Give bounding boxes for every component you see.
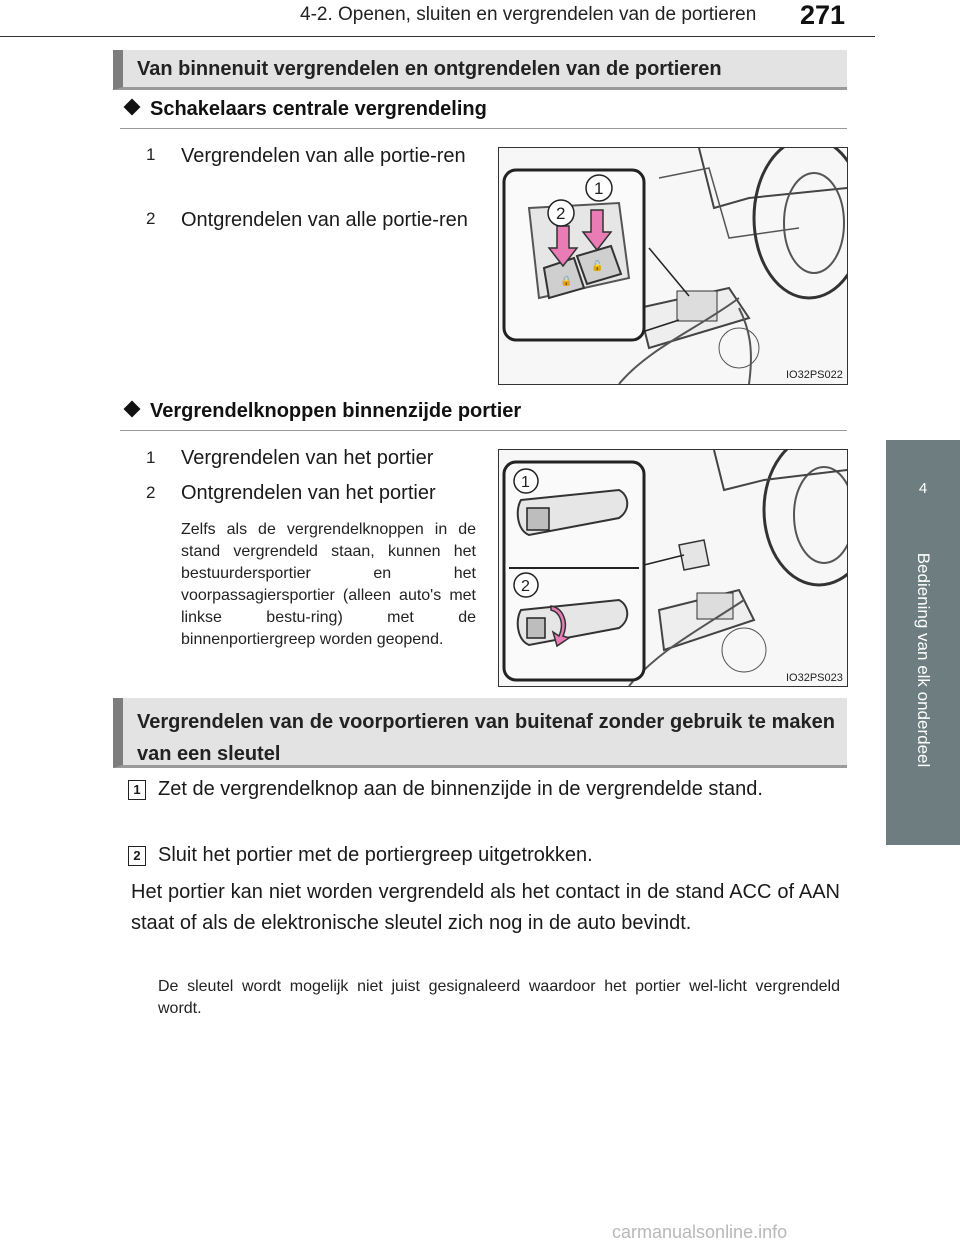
chapter-title: 4-2. Openen, sluiten en vergrendelen van de portieren [300, 4, 757, 25]
section-title-bar [113, 698, 847, 768]
diamond-bullet-icon [124, 99, 141, 116]
subsection-heading [120, 400, 521, 423]
number-2-icon [143, 207, 165, 229]
chapter-side-label: Bediening van elk onderdeel [914, 552, 933, 768]
step-box-2: 2 [128, 846, 146, 866]
note-text: De sleutel wordt mogelijk niet juist gesignaleerd waardoor het portier wel-licht vergrendeld wordt. [158, 978, 840, 1017]
subsection-rule [120, 128, 847, 129]
svg-text:1: 1 [146, 145, 156, 164]
step-number-1 [143, 143, 165, 170]
page-number: 271 [800, 0, 846, 30]
svg-text:2: 2 [146, 483, 156, 502]
dashboard-illustration [499, 148, 847, 384]
subsection-heading-text: Vergrendelknoppen binnenzijde portier [150, 400, 522, 422]
subsection-heading [120, 98, 487, 121]
body-paragraph: Het portier kan niet worden vergrendeld als het contact in de stand ACC of AAN staat of als de elektronische sleutel zich nog in de auto bevindt. [131, 881, 840, 934]
step-number-2 [143, 481, 165, 508]
svg-text:2: 2 [146, 209, 156, 228]
watermark: carmanualsonline.info [612, 1222, 788, 1242]
chapter-number: 4 [918, 480, 928, 497]
figure-code: IO32PS022 [786, 369, 843, 381]
step-number-1 [143, 446, 165, 473]
callout-2: 2 [556, 204, 566, 223]
number-2-icon [143, 481, 165, 503]
step-text: Zet de vergrendelknop aan de binnenzijde in de vergrendelde stand. [158, 778, 763, 800]
number-1-icon [143, 143, 165, 165]
figure-door-lock-knob [498, 449, 848, 687]
callout-1: 1 [521, 474, 530, 491]
header-rule [0, 36, 875, 37]
svg-text:🔒: 🔒 [560, 276, 573, 287]
subsection-heading-text: Schakelaars centrale vergrendeling [150, 98, 487, 120]
figure-code: IO32PS023 [786, 672, 843, 684]
callout-1: 1 [594, 179, 604, 198]
list-item-text: Vergrendelen van alle portie-ren [181, 145, 466, 167]
svg-text:🔓: 🔓 [591, 261, 604, 272]
door-lock-illustration [499, 450, 847, 686]
section-title: Van binnenuit vergrendelen en ontgrendelen van de portieren [137, 58, 722, 80]
subsection-rule [120, 430, 847, 431]
note-text: Zelfs als de vergrendelknoppen in de stand vergrendeld staan, kunnen het bestuurdersportier en het voorpassagiersportier (alleen auto's met linkse bestu-ring) met de binnenportiergreep worden geopend. [181, 521, 476, 648]
list-item-text: Vergrendelen van het portier [181, 447, 434, 469]
section-title-bar [113, 50, 847, 90]
figure-central-lock-switch [498, 147, 848, 385]
step-box-1: 1 [128, 780, 146, 800]
list-item-text: Ontgrendelen van het portier [181, 482, 436, 504]
svg-text:1: 1 [146, 448, 156, 467]
number-1-icon [143, 446, 165, 468]
step-number-2 [143, 207, 165, 234]
step-text: Sluit het portier met de portiergreep uitgetrokken. [158, 844, 593, 866]
diamond-bullet-icon [124, 401, 141, 418]
callout-2: 2 [521, 578, 530, 595]
list-item-text: Ontgrendelen van alle portie-ren [181, 209, 468, 231]
section-title: Vergrendelen van de voorportieren van buitenaf zonder gebruik te maken van een sleutel [137, 711, 835, 765]
